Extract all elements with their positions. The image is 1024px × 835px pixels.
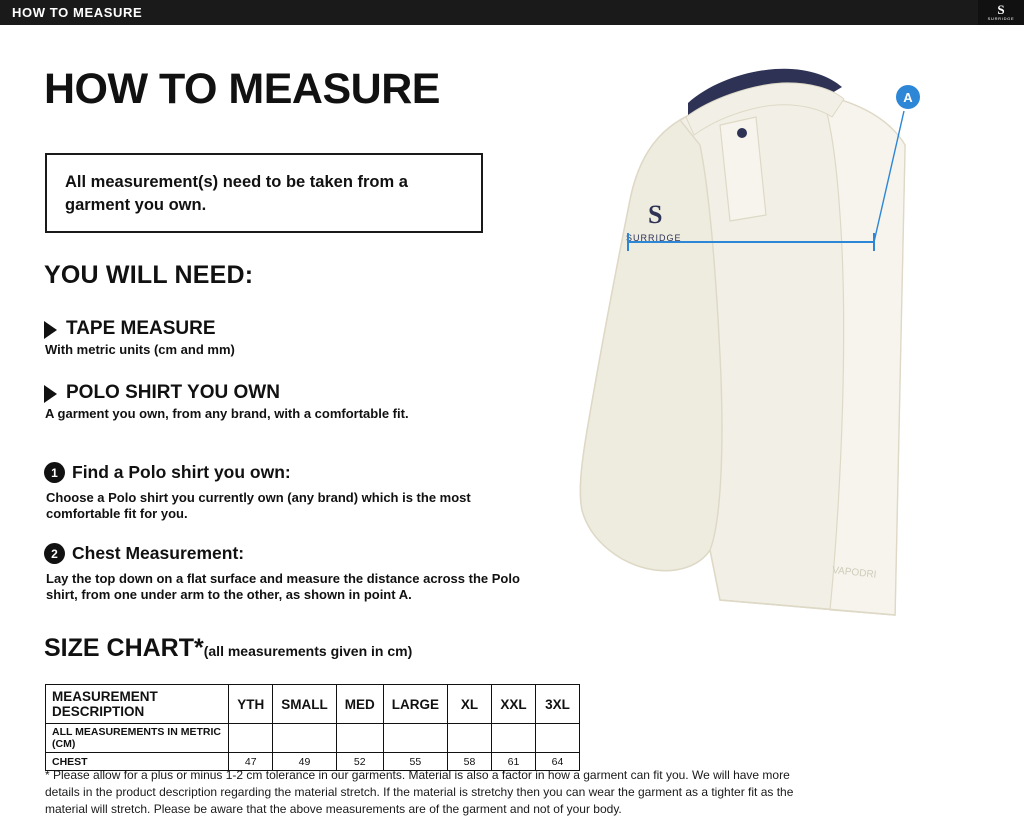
table-header-description: MEASUREMENT DESCRIPTION xyxy=(46,685,229,724)
table-row-label: ALL MEASUREMENTS IN METRIC (CM) xyxy=(46,724,229,753)
brand-logo-glyph: S xyxy=(997,1,1005,17)
step-body: Lay the top down on a flat surface and measure the distance across the Polo shirt, from one under arm to the other, as shown in point A. xyxy=(46,571,520,602)
brand-logo xyxy=(978,0,1024,25)
size-chart-table xyxy=(45,684,580,771)
need-item-subtitle: With metric units (cm and mm) xyxy=(45,342,235,357)
shirt-left-sleeve xyxy=(580,120,722,571)
size-chart-heading-main: SIZE CHART* xyxy=(44,634,204,662)
need-item-subtitle: A garment you own, from any brand, with a comfortable fit. xyxy=(45,406,409,421)
table-header-small: SMALL xyxy=(273,685,337,724)
table-cell: 64 xyxy=(536,753,580,771)
table-cell: 52 xyxy=(336,753,383,771)
table-cell: 49 xyxy=(273,753,337,771)
polo-shirt-graphic xyxy=(560,25,1024,725)
callout-badge-a: A xyxy=(896,85,920,109)
step-number-badge: 2 xyxy=(44,543,65,564)
table-header-large: LARGE xyxy=(383,685,447,724)
table-row xyxy=(46,724,580,753)
shirt-button xyxy=(737,128,747,138)
hem-wordmark: VAPODRI xyxy=(831,565,877,581)
chest-logo-glyph: S xyxy=(648,200,663,229)
brand-logo-wordmark: SURRIDGE xyxy=(987,15,1015,21)
table-header-yth: YTH xyxy=(229,685,273,724)
size-chart-footnote: * Please allow for a plus or minus 1-2 cm tolerance in our garments. Material is also a factor in how a garment can fit you. We will have more details in the product description regarding the material stretch. If the material is stretchy then you can wear the garment as a tighter fit as the material will stretch. Please be aware that the above measurements are of the garment and not of your body. xyxy=(45,768,794,816)
step-title: Chest Measurement: xyxy=(72,543,245,563)
table-cell: 47 xyxy=(229,753,273,771)
table-header-row xyxy=(46,685,580,724)
table-header-med: MED xyxy=(336,685,383,724)
table-cell xyxy=(229,724,273,753)
page-header-title: HOW TO MEASURE xyxy=(12,5,143,20)
table-row-label: CHEST xyxy=(46,753,229,771)
page-title: HOW TO MEASURE xyxy=(44,65,440,113)
table-cell: 61 xyxy=(492,753,536,771)
table-cell xyxy=(273,724,337,753)
chest-logo-wordmark: SURRIDGE xyxy=(626,233,682,243)
table-cell xyxy=(536,724,580,753)
triangle-bullet-icon xyxy=(44,321,57,339)
table-header-xl: XL xyxy=(448,685,492,724)
table-cell xyxy=(492,724,536,753)
table-cell: 55 xyxy=(383,753,447,771)
table-cell: 58 xyxy=(448,753,492,771)
step-title: Find a Polo shirt you own: xyxy=(72,462,291,482)
table-cell xyxy=(383,724,447,753)
table-header-xxl: XXL xyxy=(492,685,536,724)
garment-illustration xyxy=(560,25,1024,725)
step-number-badge: 1 xyxy=(44,462,65,483)
need-item-title: TAPE MEASURE xyxy=(66,318,216,339)
measurement-notice xyxy=(45,153,483,233)
table-cell xyxy=(336,724,383,753)
you-will-need-heading: YOU WILL NEED: xyxy=(44,261,254,289)
size-chart-heading xyxy=(44,634,412,663)
table-cell xyxy=(448,724,492,753)
triangle-bullet-icon xyxy=(44,385,57,403)
table-header-3xl: 3XL xyxy=(536,685,580,724)
need-item-title: POLO SHIRT YOU OWN xyxy=(66,382,280,403)
step-body: Choose a Polo shirt you currently own (any brand) which is the most comfortable fit for you. xyxy=(46,490,471,521)
page-header-bar xyxy=(0,0,1024,25)
size-chart-heading-sub: (all measurements given in cm) xyxy=(203,643,413,659)
measurement-notice-text: All measurement(s) need to be taken from a garment you own. xyxy=(65,173,408,214)
